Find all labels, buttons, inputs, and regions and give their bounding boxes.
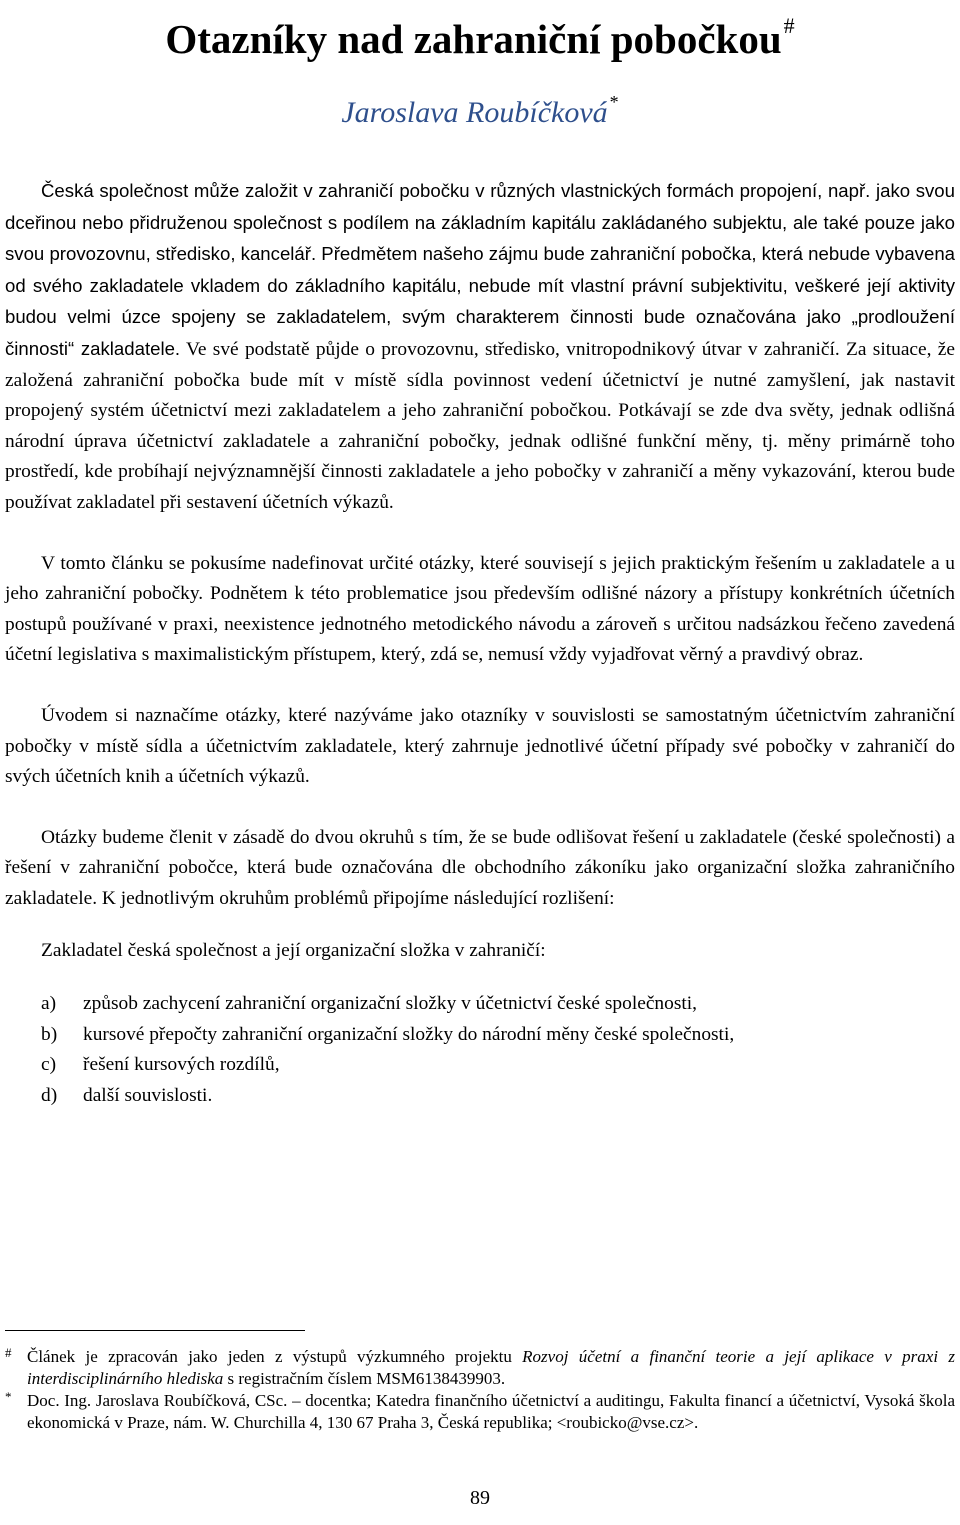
footnote-text: Doc. Ing. Jaroslava Roubíčková, CSc. – docentka; Katedra finančního účetnictví a auditingu, Fakulta financí a účetnictví, Vysoká škola ekonomická v Praze, nám. W. Churchilla 4, 130 67 Praha 3, Česká republika; <roubicko@vse.cz>. [27,1391,955,1432]
author-line [0,82,960,133]
list-marker: d) [41,1084,58,1106]
footnote-author [5,1390,955,1434]
project-title: Rozvoj účetní a finanční teorie a její aplikace v praxi z interdisciplinárního hlediska [27,1347,955,1388]
author-name: Jaroslava Roubíčková [341,96,608,129]
list-text: řešení kursových rozdílů, [83,1054,280,1076]
list-item [41,1050,955,1081]
paragraph-4: Otázky budeme členit v zásadě do dvou okruhů s tím, že se bude odlišovat řešení u zakladatele (české společnosti) a řešení v zahraniční pobočce, která bude označována dle obchodního zákoníku jako organizační složka zahraničního zakladatele. K jednotlivým okruhům problémů připojíme následující rozlišení: [5,826,955,909]
footnote-project [5,1346,955,1390]
paragraph-1-sans: Česká společnost může založit v zahraničí pobočku v různých vlastnických formách propojení, např. jako svou dceřinou nebo přidruženou společnost s podílem na základním kapitálu zakládaného subjektu, ale také pouze jako svou provozovnu, středisko, kancelář. Předmětem našeho zájmu bude zahraniční pobočka, která nebude vybavena od svého zakladatele vkladem do základního kapitálu, nebude mít vlastní právní subjektivitu, veškeré její aktivity budou velmi úzce spojeny se zakladatelem, svým charakterem činnosti bude označována jako „prodloužení činnosti“ zakladatele. [5,180,955,359]
list-text: další souvislosti. [83,1084,213,1106]
article-body [5,176,955,1111]
list-marker: a) [41,993,57,1015]
footnotes [5,1346,955,1434]
list-heading: Zakladatel česká společnost a její organizační složka v zahraničí: [41,940,546,962]
paragraph-1-serif: Ve své podstatě půjde o provozovnu, středisko, vnitropodnikový útvar v zahraničí. Za situace, že založená zahraniční pobočka bude mít v místě sídla povinnost vedení účetnictví je nutné zamyšlení, jak nastavit propojený systém účetnictví mezi zakladatelem a jeho zahraniční pobočkou. Potkávají se zde dva světy, jednak odlišná národní úprava účetnictví zakladatele a zahraniční pobočky, jednak odlišné funkční měny, tj. měny primárně toho prostředí, kde probíhají nejvýznamnější činnosti zakladatele a jeho pobočky v zahraničí a měny vykazování, kterou bude používat zakladatel při sestavení účetních výkazů. [5,338,955,513]
footnote-mark: # [5,1345,12,1360]
title-footnote-mark: # [783,13,795,38]
topic-list [5,989,955,1111]
list-text: způsob zachycení zahraniční organizační složky v účetnictví české společnosti, [83,993,697,1015]
author-footnote-mark: * [609,92,619,112]
list-text: kursové přepočty zahraniční organizační složky do národní měny české společnosti, [83,1023,735,1045]
paragraph-3: Úvodem si naznačíme otázky, které nazýváme jako otazníky v souvislosti se samostatným účetnictvím zahraniční pobočky v místě sídla a účetnictvím zakladatele, který zahrnuje jednotlivé účetní případy své pobočky v zahraničí do svých účetních knih a účetních výkazů. [5,704,955,788]
list-item [41,1020,955,1051]
list-marker: b) [41,1023,58,1045]
paragraph-2: V tomto článku se pokusíme nadefinovat určité otázky, které souvisejí s jejich praktickým řešením u zakladatele a u jeho zahraniční pobočky. Podnětem k této problematice jsou především odlišné názory a přístupy konkrétních účetních postupů používané v praxi, neexistence jednotného metodického návodu a zároveň s určitou nadsázkou řečeno zavedená účetní legislativa s maximalistickým přístupem, který, zdá se, nemusí vždy vyjadřovat věrný a pravdivý obraz. [5,552,955,666]
list-item [41,989,955,1020]
list-marker: c) [41,1054,57,1076]
paragraph-1 [5,176,955,519]
footnote-mark: * [5,1389,12,1404]
footnote-text: Článek je zpracován jako jeden z výstupů výzkumného projektu Rozvoj účetní a finanční teorie a její aplikace v praxi z interdisciplinárního hlediska s registračním číslem MSM6138439903. [27,1347,955,1388]
article-title: Otazníky nad zahraniční pobočkou# [165,13,795,62]
page-number: 89 [470,1487,490,1509]
list-item [41,1081,955,1112]
footnote-divider [5,1330,305,1331]
